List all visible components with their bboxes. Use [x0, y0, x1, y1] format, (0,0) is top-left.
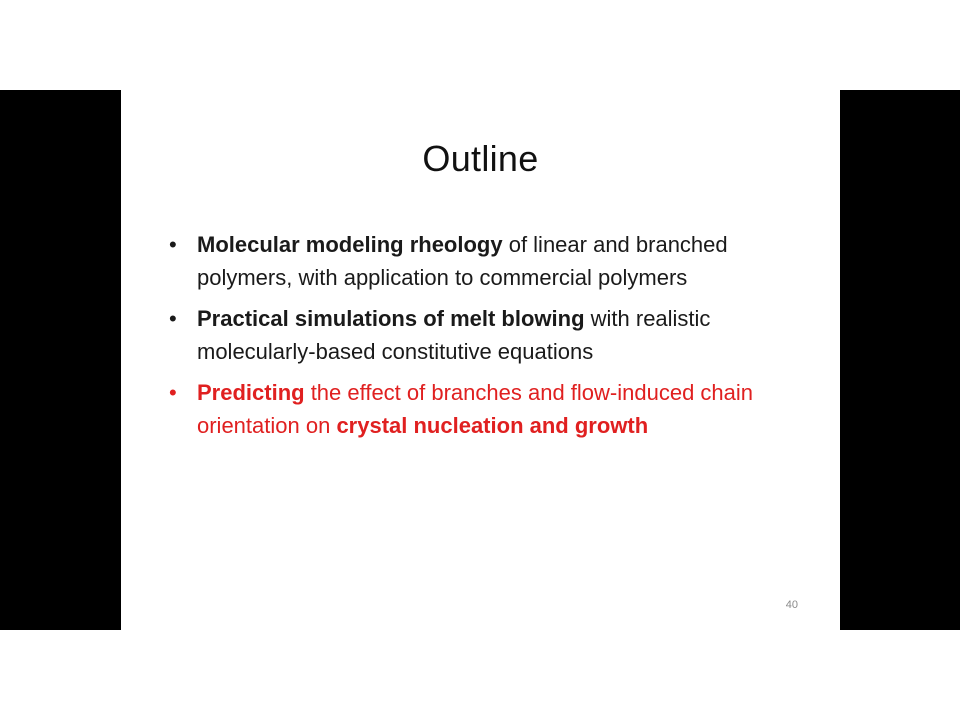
bullet-text: of linear and branched polymers, with application to commercial polymers — [197, 232, 728, 290]
video-frame — [0, 90, 960, 630]
bullet-marker: • — [169, 380, 177, 405]
bullet-list — [167, 228, 817, 450]
bullet-bold-text: Practical simulations of melt blowing — [197, 306, 585, 331]
bullet-bold-text-2: crystal nucleation and growth — [336, 413, 649, 438]
bullet-text: with realistic molecularly-based constitutive equations — [197, 306, 711, 364]
bullet-item-predicting — [167, 376, 817, 442]
bullet-marker: • — [169, 232, 177, 257]
presentation-slide — [121, 90, 840, 630]
bullet-text: the effect of branches and flow-induced chain orientation on — [197, 380, 754, 438]
bullet-marker: • — [169, 306, 177, 331]
bullet-bold-text: Molecular modeling rheology — [197, 232, 503, 257]
slide-title: Outline — [422, 138, 539, 179]
bullet-item-modeling — [167, 228, 817, 294]
bullet-bold-text: Predicting — [197, 380, 305, 405]
bullet-item-simulations — [167, 302, 817, 368]
page-number: 40 — [785, 599, 798, 611]
